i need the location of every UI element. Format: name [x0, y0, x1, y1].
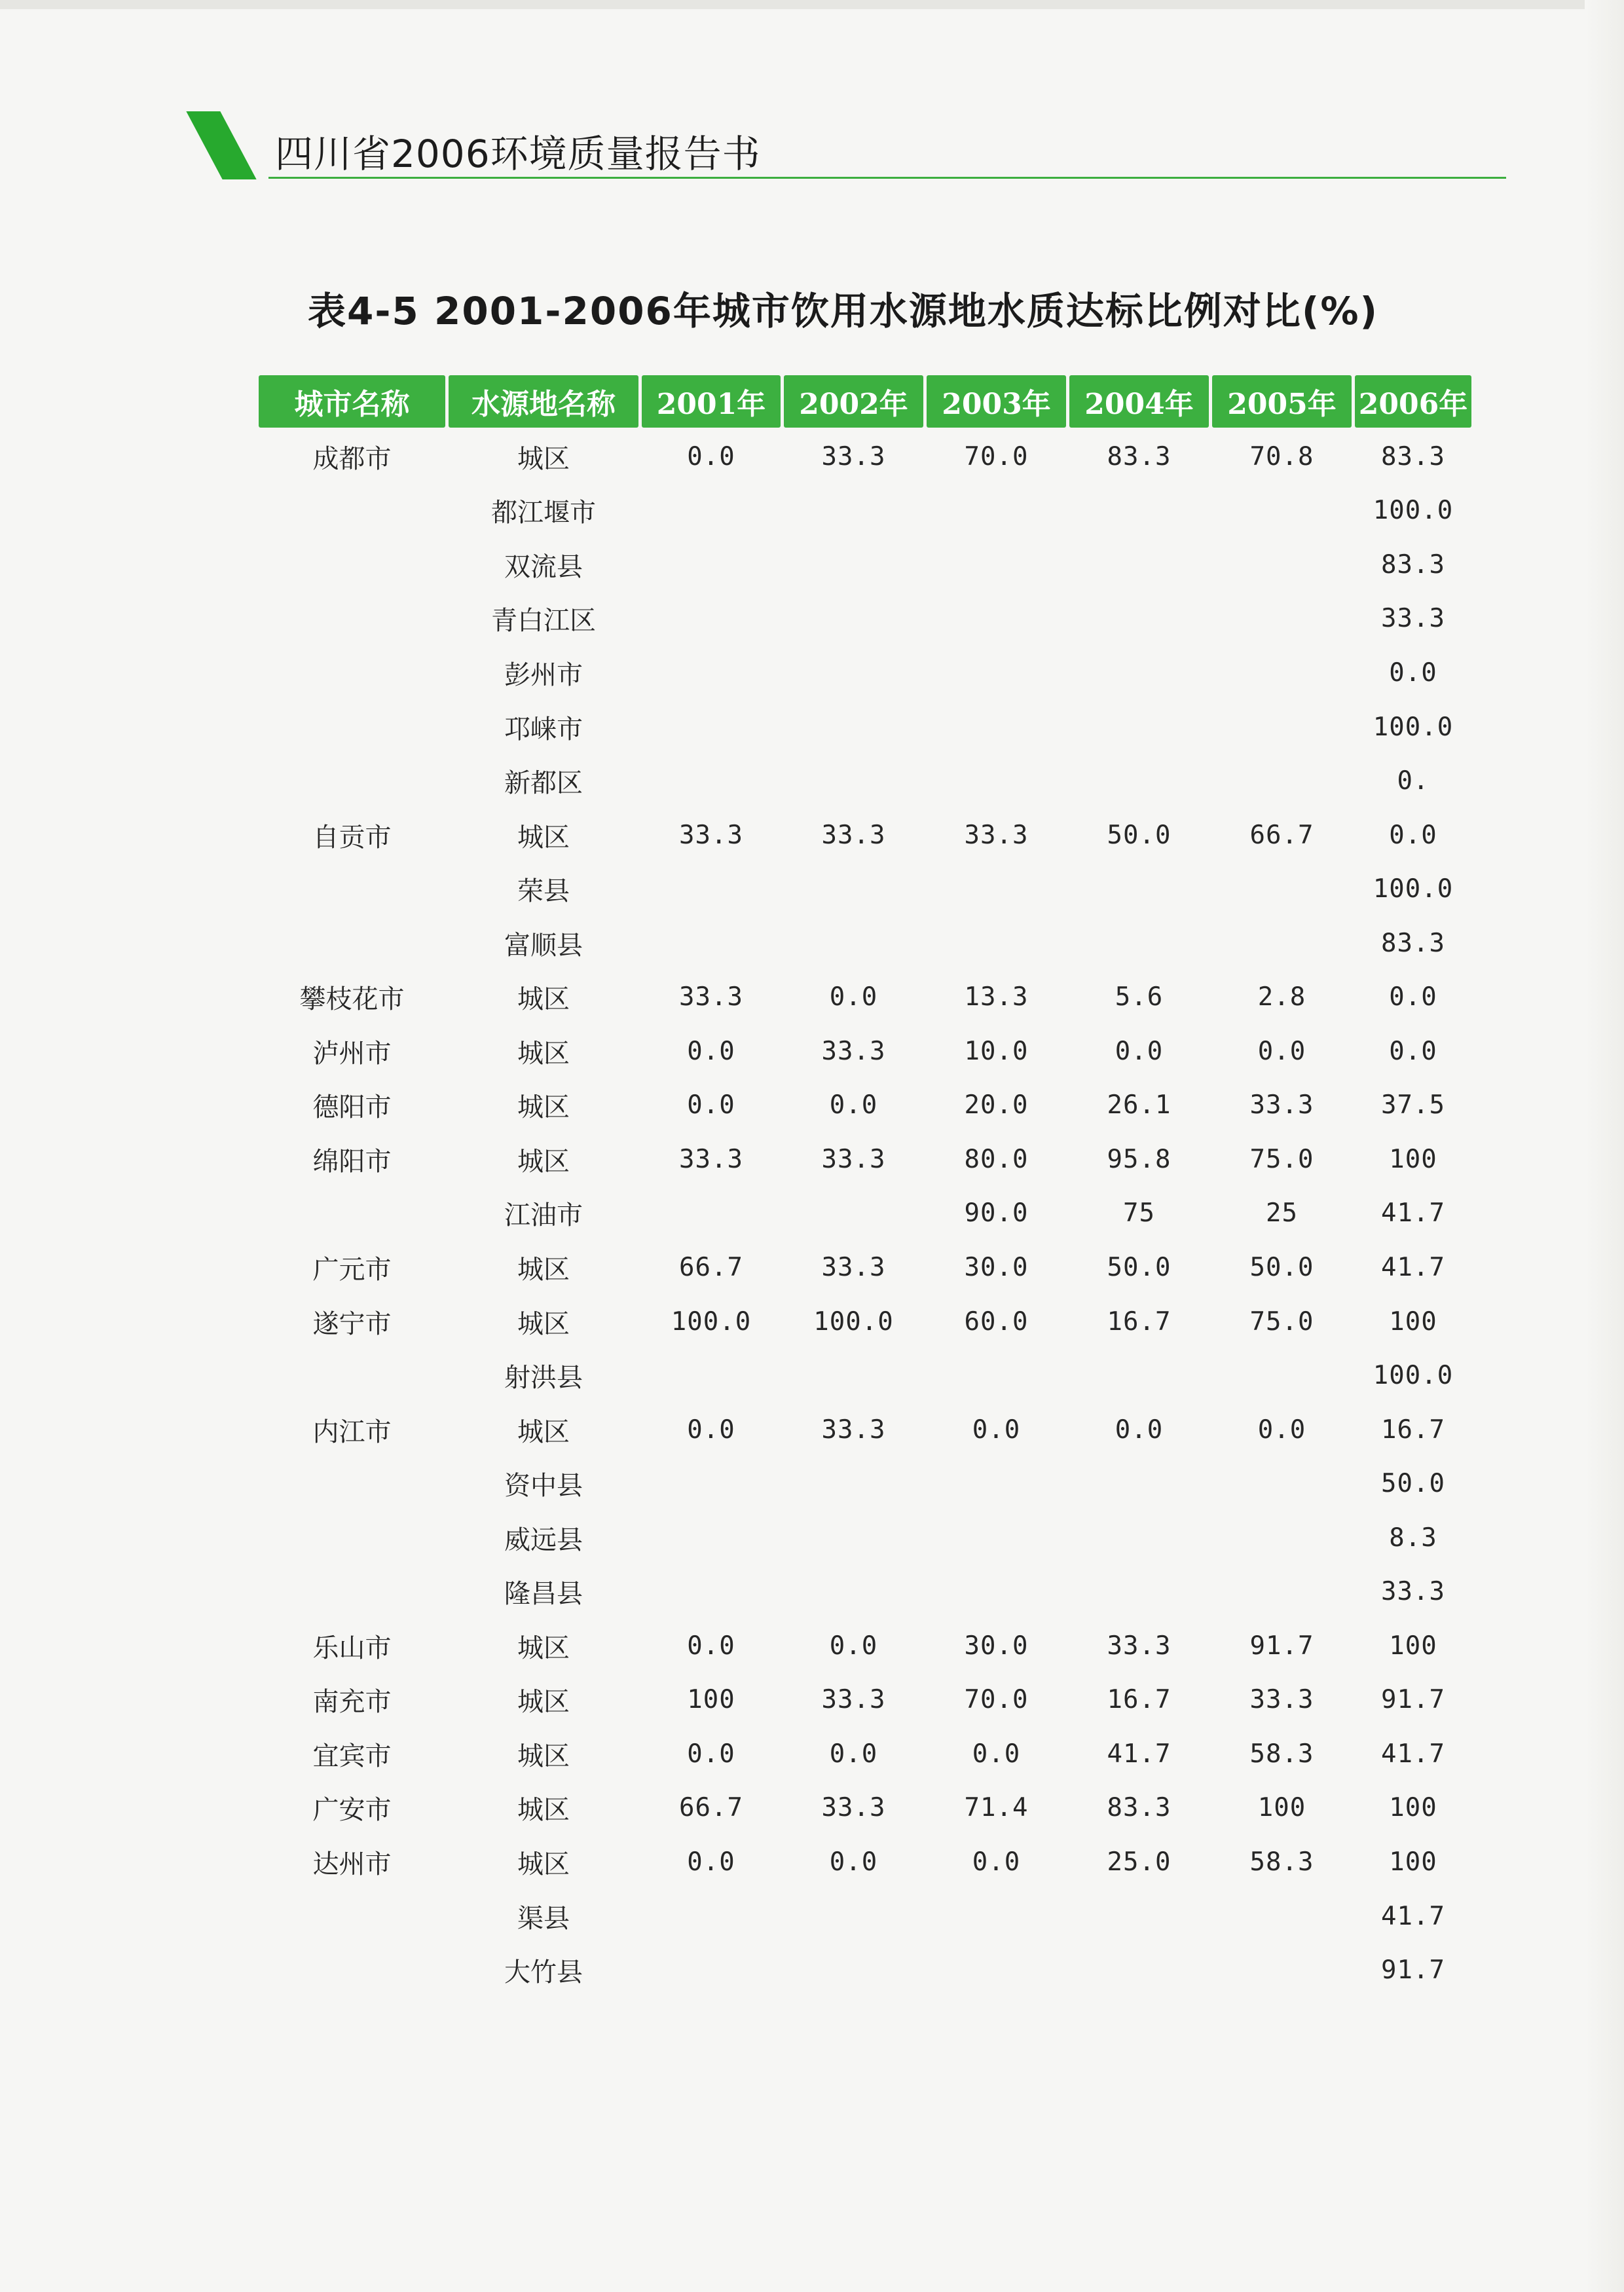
value-2002-cell [784, 1943, 923, 1997]
table-row [259, 1024, 1471, 1079]
source-cell: 彭州市 [504, 659, 583, 690]
value-2002-cell: 33.3 [821, 1144, 886, 1174]
value-2001-cell: 0.0 [687, 1739, 735, 1769]
value-2006-cell: 83.3 [1381, 441, 1445, 471]
value-2006-cell: 33.3 [1381, 1577, 1445, 1607]
value-2005-cell [1212, 862, 1352, 916]
value-2006-cell: 0.0 [1389, 982, 1437, 1012]
value-2004-cell: 16.7 [1107, 1306, 1172, 1337]
value-2005-cell: 33.3 [1249, 1090, 1314, 1120]
value-2005-cell: 50.0 [1249, 1252, 1314, 1282]
value-2003-cell [927, 862, 1066, 916]
value-2003-cell [927, 646, 1066, 700]
source-cell: 资中县 [504, 1471, 583, 1502]
value-2004-cell: 0.0 [1115, 1036, 1164, 1066]
value-2002-cell: 33.3 [821, 1414, 886, 1445]
value-2001-cell: 100.0 [671, 1306, 752, 1337]
value-2002-cell: 100.0 [813, 1306, 894, 1337]
value-2006-cell: 50.0 [1381, 1469, 1445, 1499]
value-2001-cell: 0.0 [687, 1847, 735, 1877]
value-2004-cell: 83.3 [1107, 1793, 1172, 1823]
value-2001-cell: 33.3 [679, 1144, 743, 1174]
value-2002-cell [784, 484, 923, 538]
table-title: 表4-5 2001-2006年城市饮用水源地水质达标比例对比(%) [308, 289, 1379, 333]
value-2003-cell: 70.0 [964, 441, 1029, 471]
value-2001-cell: 0.0 [687, 1036, 735, 1066]
city-cell: 广安市 [312, 1795, 392, 1826]
value-2006-cell: 37.5 [1381, 1090, 1445, 1120]
city-cell [259, 538, 445, 592]
value-2003-cell [927, 700, 1066, 754]
value-2001-cell [642, 592, 781, 646]
source-cell: 城区 [517, 1416, 570, 1447]
table-row [259, 484, 1471, 538]
table-row [259, 1619, 1471, 1673]
value-2004-cell [1069, 484, 1209, 538]
value-2003-cell: 71.4 [964, 1793, 1029, 1823]
value-2004-cell [1069, 700, 1209, 754]
source-cell: 城区 [517, 984, 570, 1015]
table-row [259, 916, 1471, 970]
water-quality-table [259, 375, 1471, 1997]
city-cell: 宜宾市 [312, 1741, 392, 1771]
value-2003-cell: 0.0 [972, 1847, 1021, 1877]
value-2005-cell [1212, 1348, 1352, 1403]
source-cell: 新都区 [504, 768, 583, 799]
value-2001-cell [642, 646, 781, 700]
table-row [259, 754, 1471, 808]
table-row [259, 646, 1471, 700]
source-cell: 威远县 [504, 1525, 583, 1555]
value-2006-cell: 83.3 [1381, 928, 1445, 958]
table-row [259, 1079, 1471, 1133]
value-2004-cell [1069, 862, 1209, 916]
value-2003-cell [927, 1511, 1066, 1565]
value-2001-cell [642, 484, 781, 538]
value-2002-cell: 0.0 [829, 1739, 878, 1769]
table-row [259, 808, 1471, 862]
city-cell [259, 1511, 445, 1565]
value-2005-cell [1212, 754, 1352, 808]
value-2001-cell: 33.3 [679, 982, 743, 1012]
value-2006-cell: 100 [1389, 1144, 1437, 1174]
source-cell: 荣县 [517, 876, 570, 907]
city-cell: 德阳市 [312, 1092, 392, 1123]
table-row [259, 1727, 1471, 1781]
value-2005-cell: 0.0 [1257, 1036, 1306, 1066]
city-cell [259, 646, 445, 700]
value-2006-cell: 100 [1389, 1793, 1437, 1823]
value-2004-cell: 25.0 [1107, 1847, 1172, 1877]
city-cell: 内江市 [312, 1416, 392, 1447]
value-2005-cell [1212, 1943, 1352, 1997]
city-cell [259, 754, 445, 808]
value-2003-cell [927, 592, 1066, 646]
table-row [259, 1456, 1471, 1511]
table-row [259, 1348, 1471, 1403]
value-2004-cell: 75 [1123, 1198, 1155, 1229]
value-2004-cell [1069, 538, 1209, 592]
city-cell: 广元市 [312, 1254, 392, 1285]
value-2002-cell: 33.3 [821, 820, 886, 850]
value-2002-cell: 33.3 [821, 1685, 886, 1715]
value-2004-cell [1069, 1456, 1209, 1511]
city-cell: 乐山市 [312, 1633, 392, 1663]
value-2002-cell [784, 1348, 923, 1403]
value-2001-cell: 0.0 [687, 1631, 735, 1661]
value-2003-cell [927, 484, 1066, 538]
value-2002-cell: 0.0 [829, 1631, 878, 1661]
source-cell: 城区 [517, 1687, 570, 1718]
column-header-2005: 2005年 [1212, 375, 1352, 428]
value-2002-cell [784, 1456, 923, 1511]
value-2005-cell: 91.7 [1249, 1631, 1314, 1661]
value-2003-cell: 30.0 [964, 1631, 1029, 1661]
value-2006-cell: 16.7 [1381, 1414, 1445, 1445]
value-2002-cell [784, 754, 923, 808]
table-row [259, 1673, 1471, 1728]
value-2005-cell [1212, 538, 1352, 592]
value-2005-cell [1212, 916, 1352, 970]
source-cell: 大竹县 [504, 1957, 583, 1988]
value-2006-cell: 83.3 [1381, 549, 1445, 580]
value-2002-cell [784, 1889, 923, 1944]
city-cell [259, 1456, 445, 1511]
value-2004-cell: 16.7 [1107, 1685, 1172, 1715]
value-2002-cell [784, 592, 923, 646]
value-2002-cell: 0.0 [829, 982, 878, 1012]
value-2002-cell [784, 538, 923, 592]
column-header-city: 城市名称 [259, 375, 445, 428]
city-cell [259, 862, 445, 916]
table-row [259, 1889, 1471, 1944]
value-2005-cell [1212, 700, 1352, 754]
value-2001-cell [642, 916, 781, 970]
table-header-row [259, 375, 1471, 428]
city-cell [259, 916, 445, 970]
column-header-2003: 2003年 [927, 375, 1066, 428]
table-row [259, 1943, 1471, 1997]
table-row [259, 862, 1471, 916]
column-header-2004: 2004年 [1069, 375, 1209, 428]
value-2005-cell [1212, 484, 1352, 538]
header-green-mark [186, 111, 256, 179]
city-cell: 达州市 [312, 1849, 392, 1879]
value-2004-cell: 41.7 [1107, 1739, 1172, 1769]
value-2003-cell [927, 538, 1066, 592]
value-2005-cell: 70.8 [1249, 441, 1314, 471]
source-cell: 城区 [517, 1741, 570, 1771]
value-2001-cell [642, 754, 781, 808]
source-cell: 都江堰市 [491, 498, 596, 528]
city-cell: 南充市 [312, 1687, 392, 1718]
value-2003-cell [927, 1943, 1066, 1997]
value-2005-cell: 0.0 [1257, 1414, 1306, 1445]
value-2003-cell [927, 1564, 1066, 1619]
value-2004-cell: 95.8 [1107, 1144, 1172, 1174]
source-cell: 渠县 [517, 1903, 570, 1934]
value-2003-cell: 70.0 [964, 1685, 1029, 1715]
value-2003-cell: 90.0 [964, 1198, 1029, 1229]
page-header [190, 111, 1500, 183]
value-2001-cell [642, 1564, 781, 1619]
source-cell: 江油市 [504, 1200, 583, 1231]
value-2001-cell: 0.0 [687, 1414, 735, 1445]
value-2001-cell [642, 700, 781, 754]
value-2004-cell [1069, 1348, 1209, 1403]
value-2006-cell: 100 [1389, 1847, 1437, 1877]
value-2003-cell: 10.0 [964, 1036, 1029, 1066]
value-2004-cell: 0.0 [1115, 1414, 1164, 1445]
value-2002-cell [784, 916, 923, 970]
value-2003-cell: 0.0 [972, 1414, 1021, 1445]
value-2003-cell: 60.0 [964, 1306, 1029, 1337]
value-2003-cell [927, 916, 1066, 970]
city-cell [259, 1889, 445, 1944]
value-2002-cell [784, 1564, 923, 1619]
value-2004-cell [1069, 916, 1209, 970]
value-2006-cell: 100 [1389, 1631, 1437, 1661]
value-2003-cell: 80.0 [964, 1144, 1029, 1174]
value-2003-cell: 33.3 [964, 820, 1029, 850]
column-header-2002: 2002年 [784, 375, 923, 428]
value-2006-cell: 41.7 [1381, 1739, 1445, 1769]
source-cell: 城区 [517, 1038, 570, 1069]
source-cell: 城区 [517, 1254, 570, 1285]
value-2004-cell: 50.0 [1107, 1252, 1172, 1282]
source-cell: 城区 [517, 1633, 570, 1663]
value-2002-cell: 33.3 [821, 1036, 886, 1066]
value-2004-cell: 83.3 [1107, 441, 1172, 471]
source-cell: 城区 [517, 1308, 570, 1339]
value-2006-cell: 41.7 [1381, 1252, 1445, 1282]
table-row [259, 1240, 1471, 1295]
table-row [259, 1295, 1471, 1349]
source-cell: 邛崃市 [504, 714, 583, 745]
value-2006-cell: 41.7 [1381, 1198, 1445, 1229]
source-cell: 城区 [517, 1092, 570, 1123]
value-2002-cell: 33.3 [821, 441, 886, 471]
value-2006-cell: 0.0 [1389, 657, 1437, 688]
city-cell: 绵阳市 [312, 1146, 392, 1177]
value-2005-cell: 75.0 [1249, 1144, 1314, 1174]
value-2004-cell: 50.0 [1107, 820, 1172, 850]
source-cell: 城区 [517, 822, 570, 853]
book-title: 四川省2006环境质量报告书 [275, 132, 761, 176]
value-2005-cell [1212, 1456, 1352, 1511]
table-row [259, 1511, 1471, 1565]
value-2005-cell [1212, 592, 1352, 646]
value-2005-cell: 58.3 [1249, 1739, 1314, 1769]
value-2004-cell: 26.1 [1107, 1090, 1172, 1120]
value-2001-cell: 33.3 [679, 820, 743, 850]
source-cell: 富顺县 [504, 930, 583, 961]
city-cell: 泸州市 [312, 1038, 392, 1069]
value-2003-cell [927, 1348, 1066, 1403]
value-2002-cell: 0.0 [829, 1847, 878, 1877]
value-2004-cell [1069, 1889, 1209, 1944]
value-2005-cell [1212, 1889, 1352, 1944]
column-header-2006: 2006年 [1355, 375, 1471, 428]
city-cell [259, 1187, 445, 1241]
value-2006-cell: 100.0 [1373, 1361, 1454, 1391]
value-2001-cell: 0.0 [687, 441, 735, 471]
value-2001-cell [642, 1456, 781, 1511]
source-cell: 城区 [517, 443, 570, 474]
table-row [259, 1781, 1471, 1836]
value-2002-cell: 33.3 [821, 1252, 886, 1282]
value-2005-cell: 2.8 [1257, 982, 1306, 1012]
value-2002-cell [784, 862, 923, 916]
value-2005-cell [1212, 1511, 1352, 1565]
value-2006-cell: 0. [1397, 766, 1430, 796]
value-2004-cell [1069, 754, 1209, 808]
source-cell: 射洪县 [504, 1363, 583, 1394]
value-2006-cell: 0.0 [1389, 1036, 1437, 1066]
city-cell: 遂宁市 [312, 1308, 392, 1339]
table-row [259, 1564, 1471, 1619]
value-2003-cell: 13.3 [964, 982, 1029, 1012]
city-cell [259, 700, 445, 754]
value-2004-cell: 33.3 [1107, 1631, 1172, 1661]
value-2001-cell [642, 862, 781, 916]
value-2006-cell: 100 [1389, 1306, 1437, 1337]
value-2006-cell: 91.7 [1381, 1685, 1445, 1715]
city-cell: 成都市 [312, 443, 392, 474]
source-cell: 城区 [517, 1849, 570, 1879]
table-row [259, 1187, 1471, 1241]
value-2006-cell: 91.7 [1381, 1955, 1445, 1986]
value-2002-cell [784, 1511, 923, 1565]
table-row [259, 970, 1471, 1024]
table-row [259, 1132, 1471, 1187]
value-2001-cell [642, 1943, 781, 1997]
source-cell: 青白江区 [491, 606, 596, 637]
value-2006-cell: 41.7 [1381, 1901, 1445, 1931]
value-2006-cell: 100.0 [1373, 712, 1454, 742]
value-2003-cell [927, 754, 1066, 808]
city-cell [259, 1564, 445, 1619]
table-row [259, 538, 1471, 592]
value-2002-cell [784, 1187, 923, 1241]
city-cell [259, 1943, 445, 1997]
value-2003-cell: 0.0 [972, 1739, 1021, 1769]
city-cell [259, 592, 445, 646]
value-2004-cell [1069, 1511, 1209, 1565]
value-2004-cell [1069, 1943, 1209, 1997]
value-2005-cell: 25 [1266, 1198, 1298, 1229]
value-2004-cell [1069, 646, 1209, 700]
column-header-source: 水源地名称 [449, 375, 638, 428]
value-2002-cell [784, 700, 923, 754]
value-2005-cell: 58.3 [1249, 1847, 1314, 1877]
value-2006-cell: 100.0 [1373, 874, 1454, 904]
value-2005-cell: 75.0 [1249, 1306, 1314, 1337]
value-2003-cell: 20.0 [964, 1090, 1029, 1120]
table-row [259, 430, 1471, 484]
value-2006-cell: 100.0 [1373, 496, 1454, 526]
value-2001-cell: 66.7 [679, 1793, 743, 1823]
value-2004-cell [1069, 592, 1209, 646]
page-right-edge [1585, 0, 1624, 2292]
table-row [259, 1835, 1471, 1889]
column-header-2001: 2001年 [642, 375, 781, 428]
source-cell: 隆昌县 [504, 1579, 583, 1610]
value-2001-cell [642, 1889, 781, 1944]
value-2001-cell [642, 1187, 781, 1241]
value-2001-cell: 100 [687, 1685, 735, 1715]
table-body [259, 430, 1471, 1997]
source-cell: 城区 [517, 1146, 570, 1177]
city-cell [259, 1348, 445, 1403]
value-2001-cell: 0.0 [687, 1090, 735, 1120]
value-2003-cell: 30.0 [964, 1252, 1029, 1282]
value-2005-cell: 100 [1257, 1793, 1306, 1823]
table-row [259, 1403, 1471, 1457]
table-row [259, 700, 1471, 754]
value-2006-cell: 8.3 [1389, 1523, 1437, 1553]
source-cell: 城区 [517, 1795, 570, 1826]
header-divider [268, 177, 1506, 179]
value-2002-cell [784, 646, 923, 700]
value-2001-cell [642, 1348, 781, 1403]
value-2005-cell: 66.7 [1249, 820, 1314, 850]
value-2003-cell [927, 1889, 1066, 1944]
table-row [259, 592, 1471, 646]
source-cell: 双流县 [504, 551, 583, 582]
value-2002-cell: 33.3 [821, 1793, 886, 1823]
value-2001-cell [642, 1511, 781, 1565]
value-2006-cell: 0.0 [1389, 820, 1437, 850]
value-2005-cell [1212, 646, 1352, 700]
value-2004-cell: 5.6 [1115, 982, 1164, 1012]
value-2003-cell [927, 1456, 1066, 1511]
value-2001-cell: 66.7 [679, 1252, 743, 1282]
value-2006-cell: 33.3 [1381, 604, 1445, 634]
city-cell: 攀枝花市 [299, 984, 405, 1015]
value-2005-cell [1212, 1564, 1352, 1619]
page-top-edge [0, 0, 1624, 9]
value-2004-cell [1069, 1564, 1209, 1619]
value-2001-cell [642, 538, 781, 592]
value-2005-cell: 33.3 [1249, 1685, 1314, 1715]
city-cell: 自贡市 [312, 822, 392, 853]
value-2002-cell: 0.0 [829, 1090, 878, 1120]
city-cell [259, 484, 445, 538]
